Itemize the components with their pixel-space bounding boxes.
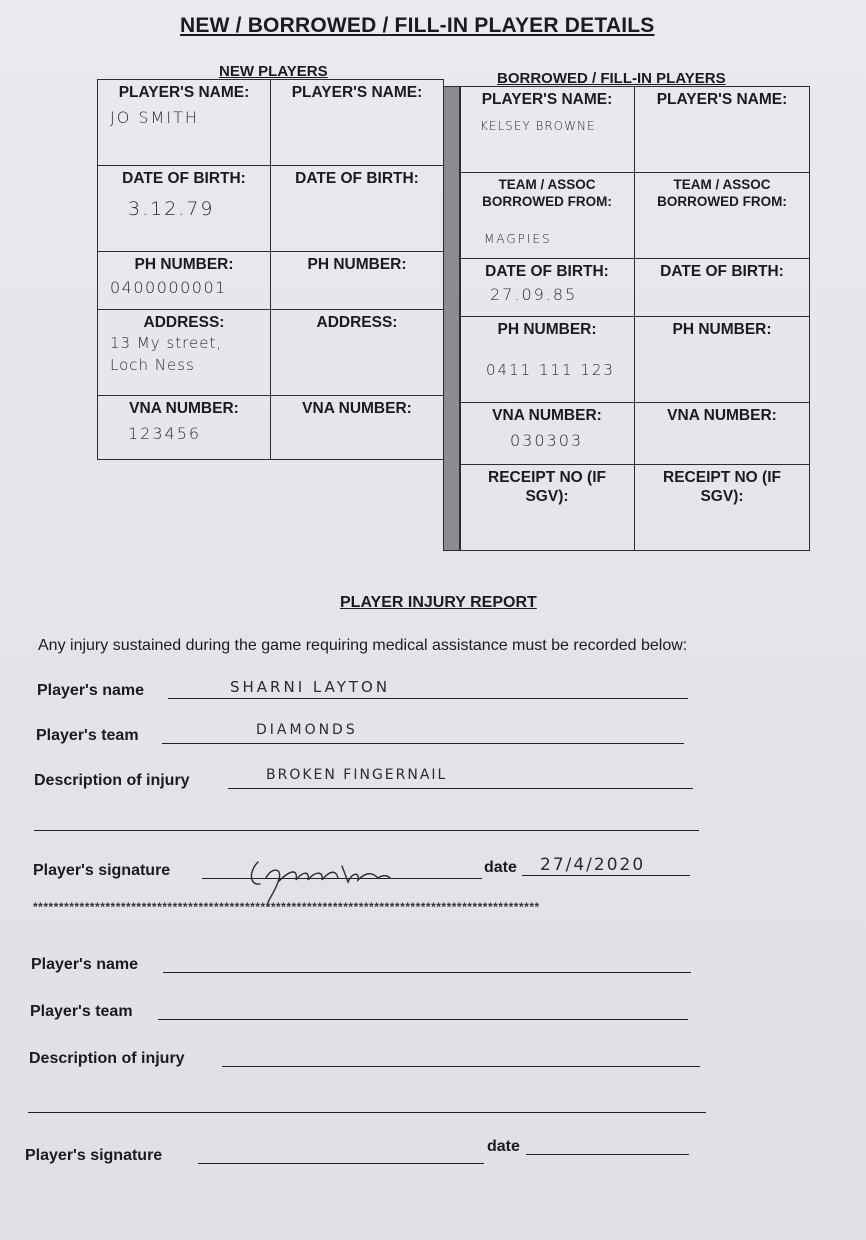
new-player2-vna-cell[interactable] xyxy=(271,396,444,460)
address-label: ADDRESS: xyxy=(316,314,398,331)
borrowed-player1-name-cell[interactable] xyxy=(460,87,635,173)
dob-label: DATE OF BIRTH: xyxy=(485,263,609,280)
vna-label: VNA NUMBER: xyxy=(129,400,239,417)
entry1-team-label: Player's team xyxy=(36,727,139,744)
borrowed-player2-name-cell[interactable] xyxy=(635,87,810,173)
borrowed-player2-dob-cell[interactable] xyxy=(635,259,810,317)
new-player1-name-cell[interactable] xyxy=(98,80,271,166)
entry-separator: ************************************************************************************************** xyxy=(33,900,540,914)
new-player2-dob-cell[interactable] xyxy=(271,166,444,252)
new-player1-address-line2: Loch Ness xyxy=(110,356,195,374)
vna-label: VNA NUMBER: xyxy=(492,407,602,424)
entry1-description-line[interactable] xyxy=(228,788,693,789)
name-label: PLAYER'S NAME: xyxy=(118,84,250,101)
receipt-label: RECEIPT NO (IF SGV): xyxy=(488,469,606,505)
name-label: PLAYER'S NAME: xyxy=(291,84,423,101)
borrowed-player2-team-cell[interactable] xyxy=(635,173,810,259)
entry1-date-value: 27/4/2020 xyxy=(540,855,646,875)
borrowed-player1-vna: 030303 xyxy=(510,431,584,450)
borrowed-players-table xyxy=(459,86,810,551)
entry2-description-line[interactable] xyxy=(222,1066,700,1067)
new-player1-address-line1: 13 My street, xyxy=(110,334,223,352)
new-player1-vna-cell[interactable] xyxy=(98,396,271,460)
borrowed-player2-phone-cell[interactable] xyxy=(635,317,810,403)
entry2-description-line-2[interactable] xyxy=(28,1112,706,1113)
borrowed-player1-team-cell[interactable] xyxy=(460,173,635,259)
entry2-name-line[interactable] xyxy=(163,972,691,973)
borrowed-player1-vna-cell[interactable] xyxy=(460,403,635,465)
form-title: NEW / BORROWED / FILL-IN PLAYER DETAILS xyxy=(180,14,655,37)
new-player2-phone-cell[interactable] xyxy=(271,252,444,310)
entry2-signature-line[interactable] xyxy=(198,1163,484,1164)
borrowed-player1-team: MAGPIES xyxy=(484,232,552,246)
vna-label: VNA NUMBER: xyxy=(302,400,412,417)
entry1-team-value: DIAMONDS xyxy=(256,722,358,738)
entry2-date-line[interactable] xyxy=(526,1154,689,1155)
entry1-name-label: Player's name xyxy=(37,682,144,699)
entry1-description-value: BROKEN FINGERNAIL xyxy=(266,767,448,783)
new-player1-dob: 3.12.79 xyxy=(128,198,215,220)
name-label: PLAYER'S NAME: xyxy=(656,91,788,108)
borrowed-player2-receipt-cell[interactable] xyxy=(635,465,810,551)
entry1-date-line[interactable] xyxy=(522,875,690,876)
entry1-signature-label: Player's signature xyxy=(33,862,171,879)
borrowed-player1-phone-cell[interactable] xyxy=(460,317,635,403)
entry2-signature-label: Player's signature xyxy=(25,1147,163,1164)
entry1-date-label: date xyxy=(484,859,517,876)
borrowed-player1-receipt-cell[interactable] xyxy=(460,465,635,551)
phone-label: PH NUMBER: xyxy=(134,256,234,273)
borrowed-player1-name: KELSEY BROWNE xyxy=(480,119,596,133)
new-players-table xyxy=(97,79,444,460)
new-player2-address-cell[interactable] xyxy=(271,310,444,396)
name-label: PLAYER'S NAME: xyxy=(481,91,613,108)
dob-label: DATE OF BIRTH: xyxy=(295,170,419,187)
entry2-name-label: Player's name xyxy=(31,956,138,973)
borrowed-player1-phone: 0411 111 123 xyxy=(486,361,615,379)
borrowed-players-heading: BORROWED / FILL-IN PLAYERS xyxy=(497,70,726,87)
entry1-description-label: Description of injury xyxy=(34,772,190,789)
phone-label: PH NUMBER: xyxy=(672,321,772,338)
entry1-description-line-2[interactable] xyxy=(34,830,699,831)
borrowed-player1-dob: 27.09.85 xyxy=(490,285,578,304)
phone-label: PH NUMBER: xyxy=(497,321,597,338)
borrowed-player1-dob-cell[interactable] xyxy=(460,259,635,317)
borrowed-player2-vna-cell[interactable] xyxy=(635,403,810,465)
address-label: ADDRESS: xyxy=(143,314,225,331)
entry1-team-line[interactable] xyxy=(162,743,684,744)
entry2-date-label: date xyxy=(487,1138,520,1155)
team-label: TEAM / ASSOC BORROWED FROM: xyxy=(657,177,787,209)
new-players-heading: NEW PLAYERS xyxy=(219,63,328,80)
new-player1-vna: 123456 xyxy=(128,424,202,443)
entry1-name-value: SHARNI LAYTON xyxy=(230,678,391,696)
dob-label: DATE OF BIRTH: xyxy=(660,263,784,280)
new-player2-name-cell[interactable] xyxy=(271,80,444,166)
entry1-name-line[interactable] xyxy=(168,698,688,699)
team-label: TEAM / ASSOC BORROWED FROM: xyxy=(482,177,612,209)
new-player1-dob-cell[interactable] xyxy=(98,166,271,252)
dob-label: DATE OF BIRTH: xyxy=(122,170,246,187)
entry2-team-label: Player's team xyxy=(30,1003,133,1020)
injury-report-intro: Any injury sustained during the game requiring medical assistance must be recorded below: xyxy=(38,637,688,654)
entry2-description-label: Description of injury xyxy=(29,1050,185,1067)
entry2-team-line[interactable] xyxy=(158,1019,688,1020)
new-player1-address-cell[interactable] xyxy=(98,310,271,396)
injury-report-title: PLAYER INJURY REPORT xyxy=(340,594,537,611)
phone-label: PH NUMBER: xyxy=(307,256,407,273)
entry1-signature-image xyxy=(238,848,398,908)
new-player1-phone-cell[interactable] xyxy=(98,252,271,310)
new-player1-phone: 0400000001 xyxy=(110,278,227,297)
vna-label: VNA NUMBER: xyxy=(667,407,777,424)
receipt-label: RECEIPT NO (IF SGV): xyxy=(663,469,781,505)
new-player1-name: JO SMITH xyxy=(110,108,199,127)
